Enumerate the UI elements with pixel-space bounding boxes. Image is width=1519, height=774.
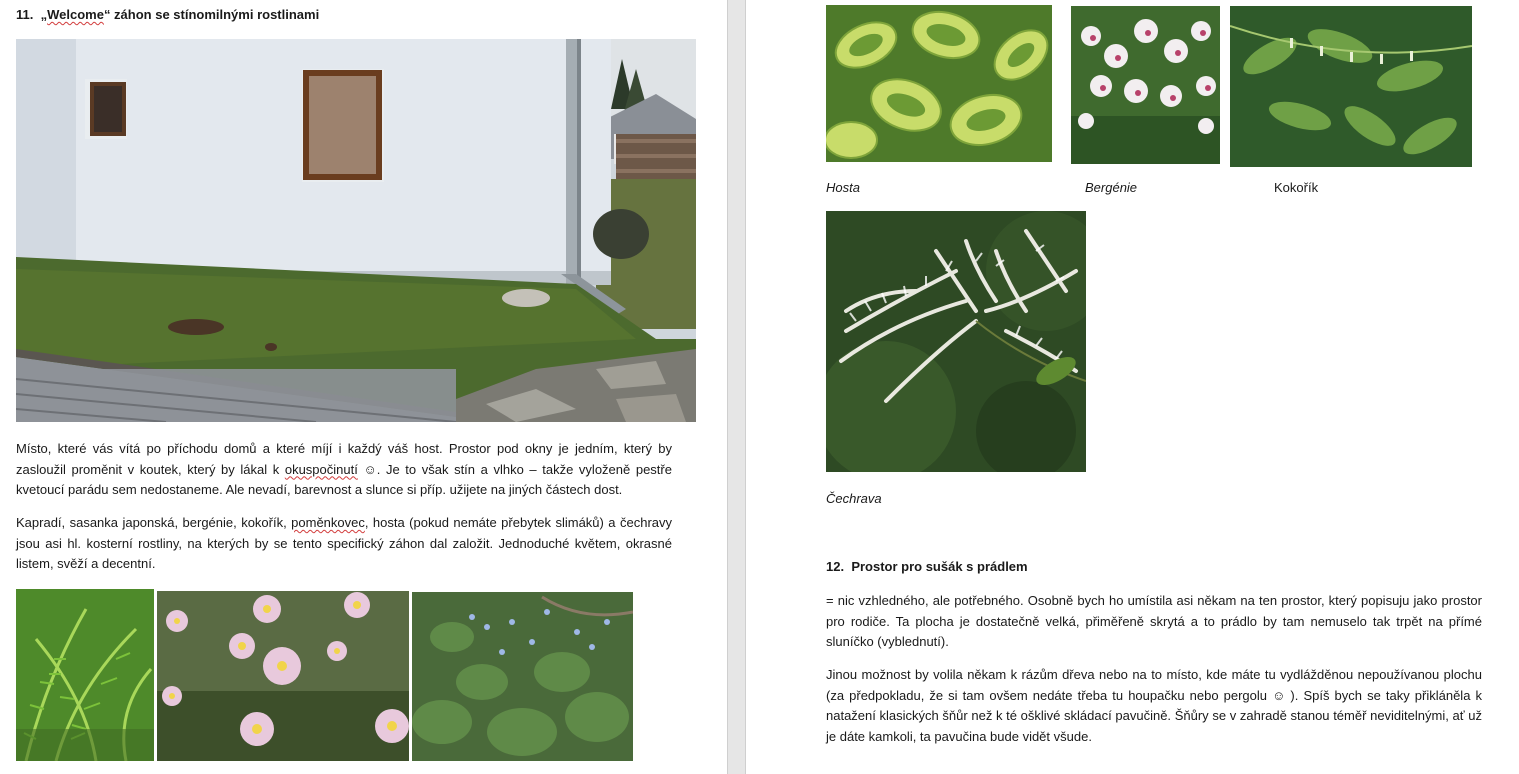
heading-rest: “ záhon se stínomilnými rostlinami (103, 7, 320, 22)
p2-text-start: Kapradí, sasanka japonská, bergénie, kokořík, (16, 515, 292, 530)
bergenia-photo (1071, 6, 1220, 164)
caption-cechrava: Čechrava (826, 491, 882, 506)
house-wall-photo (16, 39, 696, 422)
section-12-paragraph-2: Jinou možnost by volila někam k rázům dřeva nebo na to místo, kde máte tu vydlážděnou nepoužívanou plochu (za předpokladu, že si tam ovšem nedáte třeba tu houpačku nebo pergolu ☺ ). Spíš bych se taky přikláněla k natažení klasických šňůr než k té ošklivé skládací pavučině. Šňůry se v zahradě stanou téměř neviditelnými, ať už je dáte kamkoli, ta pavučina bude vidět všude. (826, 667, 1482, 744)
p1-text-start: Místo, které vás vítá po příchodu domů a které míjí i každý váš host. Prostor pod okny je jedním, který by zasloužil proměnit v koutek, který by lákal k (16, 441, 672, 477)
document-page-left (0, 0, 727, 774)
document-page-right (746, 0, 1519, 774)
p2-text-end: , hosta (pokud nemáte přebytek slimáků) a čechravy jsou asi hl. kosterní rostliny, na kterých by se tento specifický záhon dal založit. Jednoduché květem, okrasné listem, svěží a decentní. (16, 515, 673, 571)
section-11-paragraph-1 (16, 439, 672, 501)
solomons-seal-photo (1230, 6, 1472, 167)
section-12-number: 12. (826, 559, 845, 574)
caption-hosta: Hosta (826, 180, 860, 195)
section-11-number: 11. (16, 7, 34, 22)
section-11-paragraph-2 (16, 513, 672, 575)
section-11-heading (16, 7, 319, 22)
p1-text-end: ☺. Je to však stín a vlhko – takže vyloženě pestře kvetoucí parádu sem nedostaneme. Ale nevadí, barevnost a slunce si příp. užijete na jiných částech dost. (16, 461, 672, 497)
page-gutter (727, 0, 746, 774)
heading-quote-open: „ (40, 7, 48, 22)
caption-kokorik: Kokořík (1274, 180, 1319, 195)
section-12-title: Prostor pro sušák s prádlem (851, 559, 1028, 574)
fern-photo (16, 589, 154, 761)
section-12-heading (826, 559, 1028, 574)
p1-spellcheck-word[interactable]: okuspočinutí (284, 461, 358, 477)
astilbe-photo (826, 211, 1086, 472)
heading-spellcheck-word[interactable]: Welcome (47, 7, 104, 22)
caption-bergenie: Bergénie (1085, 180, 1138, 195)
brunnera-photo (412, 592, 633, 761)
japanese-anemone-photo (157, 591, 409, 761)
p2-spellcheck-word[interactable]: poměnkovec (291, 515, 365, 530)
hosta-photo (826, 5, 1052, 162)
section-12-paragraph-1: = nic vzhledného, ale potřebného. Osobně bych ho umístila asi někam na ten prostor, který popisuju jako prostor pro rodiče. Ta plocha je dostatečně velká, přiměřeně skrytá a to prádlo by tam nemuselo tak trpět na přímé sluníčko (vyblednutí). (826, 593, 1482, 649)
